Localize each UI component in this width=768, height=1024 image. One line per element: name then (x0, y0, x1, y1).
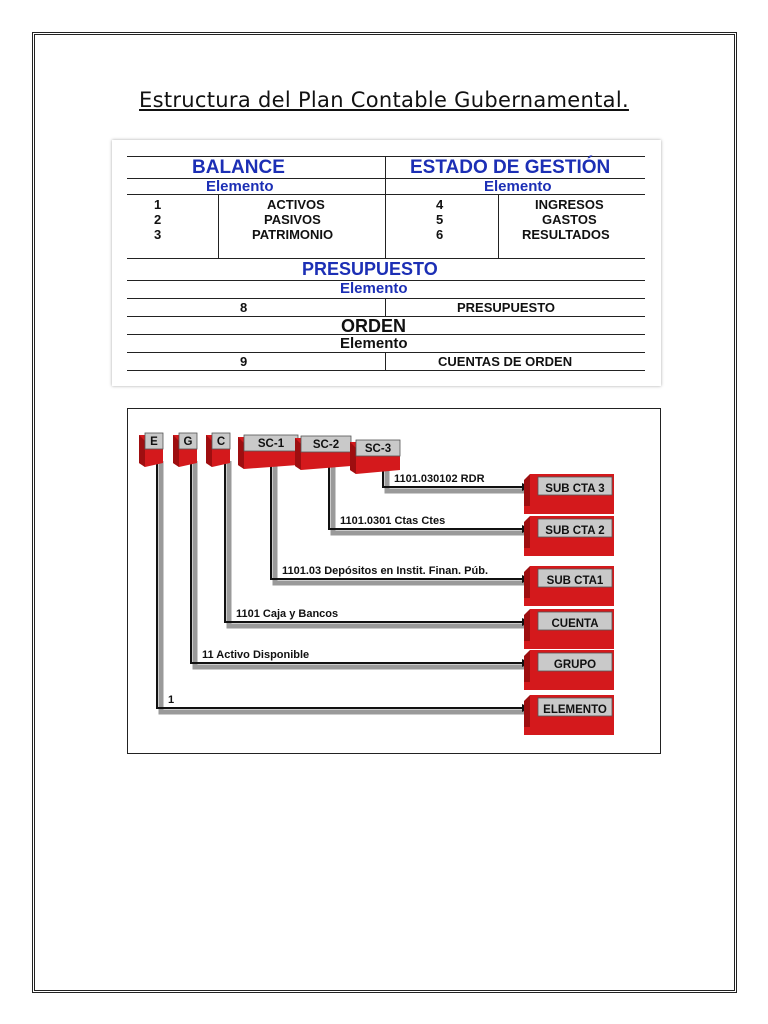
rule (385, 298, 386, 316)
rule (127, 194, 645, 195)
cube-label: SC-3 (364, 443, 392, 455)
rule (127, 298, 645, 299)
cube-label: G (183, 436, 193, 448)
orden-num: 9 (240, 354, 248, 369)
cube-label: SC-2 (312, 439, 340, 451)
gestion-num: 5 (436, 212, 444, 227)
balance-name: PATRIMONIO (252, 227, 334, 242)
level-box-label: GRUPO (553, 659, 597, 671)
gestion-sub: Elemento (484, 178, 552, 195)
balance-header: BALANCE (192, 157, 285, 178)
box-bottom (524, 727, 614, 735)
orden-header: ORDEN (341, 316, 407, 336)
balance-num: 3 (154, 227, 162, 242)
presupuesto-name: PRESUPUESTO (457, 300, 556, 315)
connector-line (225, 461, 524, 622)
account-elements-table (112, 140, 661, 386)
balance-sub: Elemento (206, 178, 274, 195)
hierarchy-svg (128, 409, 662, 755)
page-title: Estructura del Plan Contable Gubernamental. (139, 88, 629, 112)
cube-label: SC-1 (257, 438, 285, 450)
level-box-label: CUENTA (551, 618, 599, 630)
level-code-label: 1101.03 Depósitos en Instit. Finan. Púb. (282, 565, 488, 577)
cube-label: C (216, 436, 226, 448)
rule (127, 352, 645, 353)
rule (218, 194, 219, 258)
level-code-label: 1101 Caja y Bancos (236, 608, 339, 620)
level-code-label: 1101.0301 Ctas Ctes (340, 515, 446, 527)
rule (385, 156, 386, 258)
gestion-num: 4 (436, 197, 444, 212)
balance-name: PASIVOS (264, 212, 321, 227)
orden-sub: Elemento (340, 335, 408, 352)
gestion-num: 6 (436, 227, 444, 242)
cube-label: E (150, 436, 158, 448)
balance-num: 2 (154, 212, 162, 227)
gestion-name: RESULTADOS (522, 227, 610, 242)
box-bottom (524, 641, 614, 649)
gestion-name: INGRESOS (535, 197, 604, 212)
account-hierarchy-diagram (127, 408, 661, 754)
orden-name: CUENTAS DE ORDEN (438, 354, 573, 369)
balance-num: 1 (154, 197, 162, 212)
box-bottom (524, 598, 614, 606)
level-code-label: 1 (168, 694, 175, 706)
level-box-label: SUB CTA 2 (545, 525, 605, 537)
level-box-label: SUB CTA1 (546, 575, 604, 587)
level-code-label: 11 Activo Disponible (202, 649, 310, 661)
connector-shadow (161, 461, 526, 712)
gestion-name: GASTOS (542, 212, 597, 227)
level-code-label: 1101.030102 RDR (394, 473, 485, 485)
balance-name: ACTIVOS (267, 197, 325, 212)
box-bottom (524, 682, 614, 690)
rule (498, 194, 499, 258)
box-bottom (524, 506, 614, 514)
presupuesto-num: 8 (240, 300, 248, 315)
presupuesto-sub: Elemento (340, 280, 408, 297)
level-box-label: SUB CTA 3 (545, 483, 605, 495)
rule (385, 352, 386, 370)
rule (127, 370, 645, 371)
level-box-label: ELEMENTO (543, 704, 607, 716)
box-bottom (524, 548, 614, 556)
presupuesto-header: PRESUPUESTO (302, 259, 438, 279)
gestion-header: ESTADO DE GESTIÓN (410, 157, 611, 178)
